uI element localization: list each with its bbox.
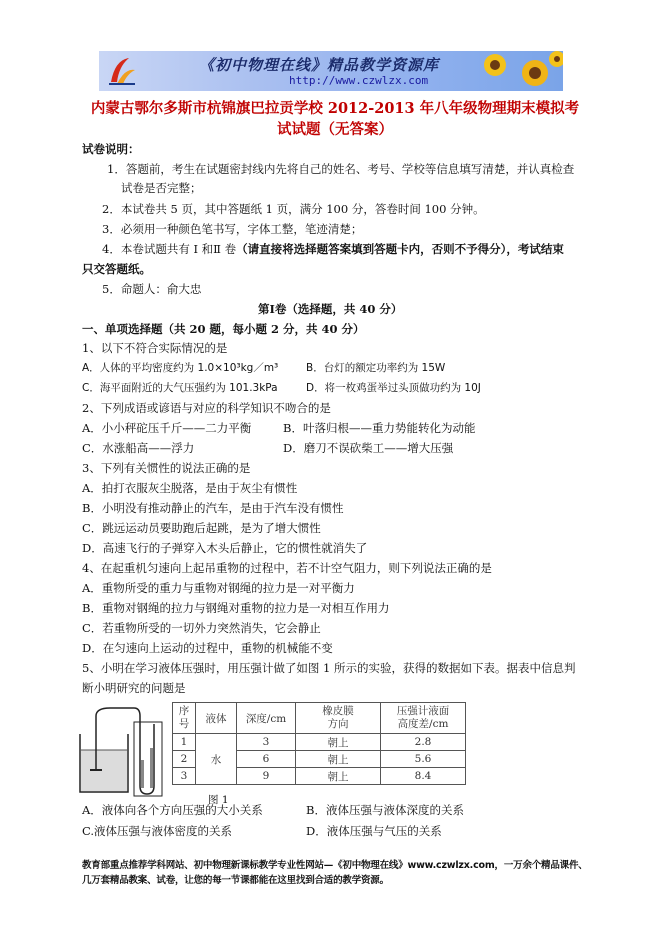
document-title-line2: 试试题（无答案） — [277, 121, 393, 138]
question-5-option-c: C.液体压强与液体密度的关系 — [82, 824, 233, 838]
header-direction-a: 橡皮膜 — [322, 705, 354, 717]
footer-line1: 教育部重点推荐学科网站、初中物理新课标教学专业性网站—《初中物理在线》www.czwlzx.com，一万余个精品课件、 — [82, 860, 588, 871]
cell-liquid: 水 — [196, 734, 237, 785]
question-5-line2: 断小明研究的问题是 — [82, 681, 186, 695]
data-table — [172, 702, 466, 785]
question-3-option-d: D．高速飞行的子弹穿入木头后静止，它的惯性就消失了 — [82, 541, 368, 555]
question-1-option-c: C．海平面附近的大气压强约为 101.3kPa — [82, 382, 278, 394]
question-4-option-b: B．重物对钢绳的拉力与钢绳对重物的拉力是一对相互作用力 — [82, 601, 390, 615]
cell-index: 2 — [173, 751, 196, 768]
question-1-option-b: B．台灯的额定功率约为 15W — [306, 362, 446, 374]
question-5-line1: 5、小明在学习液体压强时，用压强计做了如图 1 所示的实验，获得的数据如下表。据表中信息判 — [82, 661, 576, 675]
instruction-4-bold: （请直接将选择题答案填到答题卡内，否则不予得分） — [236, 242, 507, 256]
instruction-1b: 试卷是否完整； — [121, 181, 202, 195]
header-height-diff-b: 高度差/cm — [397, 718, 449, 730]
question-4: 4、在起重机匀速向上起吊重物的过程中，若不计空气阻力，则下列说法正确的是 — [82, 561, 492, 575]
question-5-option-b: B．液体压强与液体深度的关系 — [306, 803, 464, 817]
question-3: 3、下列有关惯性的说法正确的是 — [82, 461, 251, 475]
instruction-4-post: ，考试结束 — [506, 242, 564, 256]
cell-direction: 朝上 — [296, 768, 381, 785]
question-3-option-b: B．小明没有推动静止的汽车，是由于汽车没有惯性 — [82, 501, 344, 515]
document-title-line1: 内蒙古鄂尔多斯市杭锦旗巴拉贡学校 2012-2013 年八年级物理期末模拟考 — [90, 100, 580, 117]
header-height-diff — [381, 703, 466, 734]
instruction-4-line2: 只交答题纸。 — [82, 262, 151, 276]
header-liquid: 液体 — [196, 703, 237, 734]
figure-label: 图 1 — [208, 794, 229, 806]
header-direction — [296, 703, 381, 734]
question-1-option-d: D．将一枚鸡蛋举过头顶做功约为 10J — [306, 382, 481, 394]
instruction-2: 2．本试卷共 5 页，其中答题纸 1 页，满分 100 分，答卷时间 100 分钟。 — [102, 202, 485, 216]
table-row — [173, 734, 466, 751]
question-3-option-c: C．跳远运动员要助跑后起跳，是为了增大惯性 — [82, 521, 321, 535]
question-1-option-a: A．人体的平均密度约为 1.0×10³kg／m³ — [82, 362, 279, 374]
header-banner — [99, 51, 563, 91]
question-5-option-d: D．液体压强与气压的关系 — [306, 824, 442, 838]
section-heading: 一、单项选择题（共 20 题，每小题 2 分，共 40 分） — [82, 322, 365, 336]
instruction-1a: 1．答题前，考生在试题密封线内先将自己的姓名、考号、学校等信息填写清楚，并认真检查 — [107, 162, 575, 176]
header-index-a: 序 — [178, 705, 190, 717]
instructions-heading: 试卷说明： — [82, 142, 140, 156]
banner-title: 《初中物理在线》精品教学资源库 — [199, 56, 440, 74]
site-logo-icon — [105, 54, 139, 88]
footer-line2: 几万套精品教案、试卷，让您的每一节课都能在这里找到合适的教学资源。 — [82, 875, 389, 886]
question-5-option-a: A．液体向各个方向压强的大小关系 — [82, 803, 263, 817]
question-2-option-b: B．叶落归根——重力势能转化为动能 — [283, 421, 476, 435]
cell-index: 3 — [173, 768, 196, 785]
question-2-option-a: A．小小秤砣压千斤——二力平衡 — [82, 421, 252, 435]
instruction-4-pre: 4．本卷试题共有 Ⅰ 和Ⅱ 卷 — [102, 242, 237, 256]
cell-direction: 朝上 — [296, 751, 381, 768]
cell-depth: 6 — [237, 751, 296, 768]
question-4-option-a: A．重物所受的重力与重物对钢绳的拉力是一对平衡力 — [82, 581, 355, 595]
question-1: 1、以下不符合实际情况的是 — [82, 341, 228, 355]
table-header-row — [173, 703, 466, 734]
question-4-option-c: C．若重物所受的一切外力突然消失，它会静止 — [82, 621, 321, 635]
question-2: 2、下列成语或谚语与对应的科学知识不吻合的是 — [82, 401, 331, 415]
part1-heading: 第Ⅰ卷（选择题，共 40 分） — [258, 302, 403, 316]
cell-depth: 9 — [237, 768, 296, 785]
cell-direction: 朝上 — [296, 734, 381, 751]
banner-url[interactable]: http://www.czwlzx.com — [289, 74, 429, 87]
question-3-option-a: A．拍打衣服灰尘脱落，是由于灰尘有惯性 — [82, 481, 298, 495]
instruction-3: 3．必须用一种颜色笔书写，字体工整，笔迹清楚； — [102, 222, 363, 236]
cell-height-diff: 5.6 — [381, 751, 466, 768]
header-index-b: 号 — [178, 718, 190, 730]
cell-depth: 3 — [237, 734, 296, 751]
cell-index: 1 — [173, 734, 196, 751]
cell-height-diff: 8.4 — [381, 768, 466, 785]
instruction-5: 5．命题人：俞大忠 — [102, 282, 202, 296]
header-index — [173, 703, 196, 734]
question-2-option-c: C．水涨船高——浮力 — [82, 441, 195, 455]
cell-height-diff: 2.8 — [381, 734, 466, 751]
sunflower-image — [473, 51, 563, 91]
header-depth: 深度/cm — [237, 703, 296, 734]
pressure-gauge-figure — [76, 704, 164, 798]
header-height-diff-a: 压强计液面 — [396, 705, 450, 717]
header-direction-b: 方向 — [327, 718, 349, 730]
instruction-4 — [102, 242, 564, 257]
question-4-option-d: D．在匀速向上运动的过程中，重物的机械能不变 — [82, 641, 333, 655]
question-2-option-d: D．磨刀不误砍柴工——增大压强 — [283, 441, 454, 455]
